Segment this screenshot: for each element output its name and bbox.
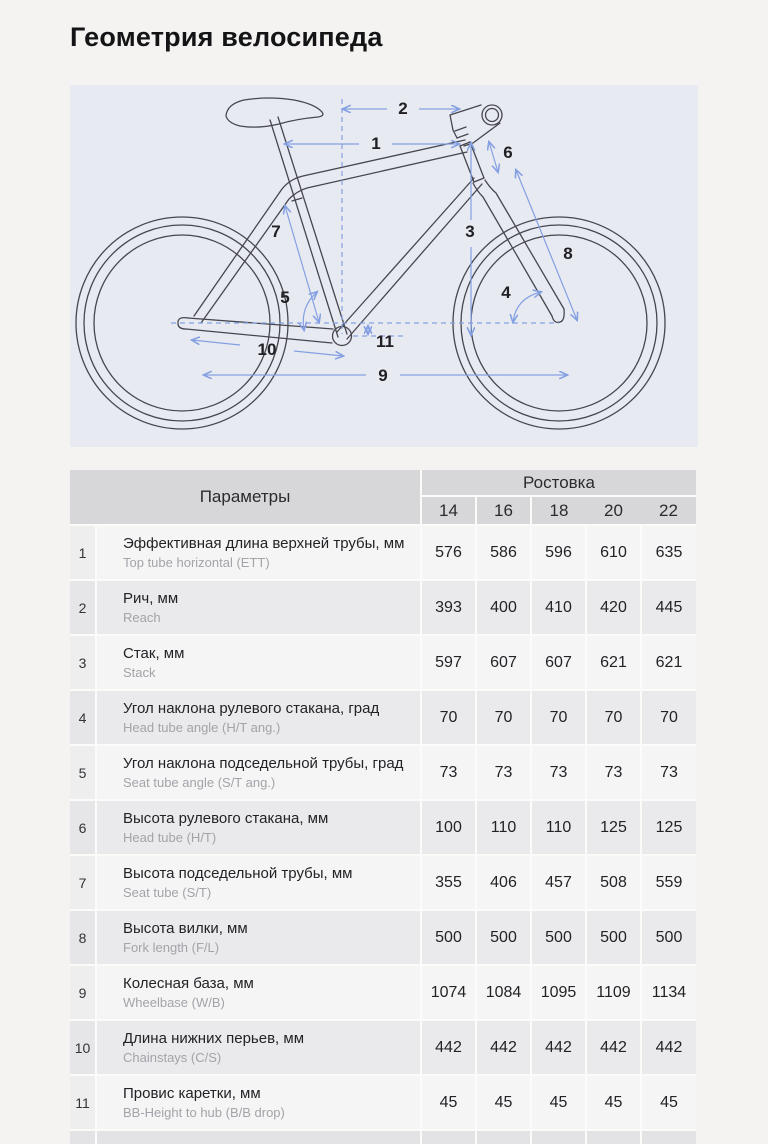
size-header-18: 18 xyxy=(531,496,586,525)
value-cell: 445 xyxy=(641,580,696,635)
table-row xyxy=(70,965,696,1020)
param-name: Эффективная длина верхней трубы, мм xyxy=(123,535,405,552)
row-number: 6 xyxy=(70,800,96,855)
param-name: Стак, мм xyxy=(123,645,185,662)
value-cell: 70 xyxy=(421,690,476,745)
row-number: 4 xyxy=(70,690,96,745)
value-cell: 45 xyxy=(531,1075,586,1130)
param-name: Высота вилки, мм xyxy=(123,920,248,937)
value-cell: 410 xyxy=(531,580,586,635)
value-cell: 73 xyxy=(641,745,696,800)
value-cell: 442 xyxy=(421,1020,476,1075)
value-cell: 621 xyxy=(586,635,641,690)
value-cell: 400 xyxy=(476,580,531,635)
value-cell: 45 xyxy=(586,1075,641,1130)
value-cell: 70 xyxy=(476,690,531,745)
value-cell: 500 xyxy=(531,910,586,965)
value-cell: 406 xyxy=(476,855,531,910)
size-header-22: 22 xyxy=(641,496,696,525)
param-subtitle: BB-Height to hub (B/B drop) xyxy=(123,1105,285,1120)
value-cell: 125 xyxy=(586,800,641,855)
dim-label-11: 11 xyxy=(376,332,394,351)
value-cell: 355 xyxy=(421,855,476,910)
params-header: Параметры xyxy=(70,470,421,525)
saddle-icon xyxy=(226,98,323,127)
value-cell: 635 xyxy=(641,525,696,580)
param-subtitle: Stack xyxy=(123,665,156,680)
param-name: Высота рулевого стакана, мм xyxy=(123,810,329,827)
row-number: 8 xyxy=(70,910,96,965)
value-cell: 1095 xyxy=(531,965,586,1020)
dim-label-10: 10 xyxy=(257,340,277,359)
bike-diagram-svg xyxy=(70,85,698,447)
table-row xyxy=(70,800,696,855)
row-number: 1 xyxy=(70,525,96,580)
param-name: Длина нижних перьев, мм xyxy=(123,1030,305,1047)
value-cell: 500 xyxy=(476,910,531,965)
value-cell: 125 xyxy=(641,800,696,855)
table-row xyxy=(70,1020,696,1075)
value-cell: 442 xyxy=(586,1020,641,1075)
value-cell: 73 xyxy=(421,745,476,800)
bike-geometry-diagram xyxy=(70,85,698,447)
param-name: Колесная база, мм xyxy=(123,975,254,992)
table-row xyxy=(70,910,696,965)
dim-label-8: 8 xyxy=(563,244,573,263)
dim-label-4: 4 xyxy=(501,283,511,302)
table-row xyxy=(70,635,696,690)
value-cell: 621 xyxy=(641,635,696,690)
dim-label-9: 9 xyxy=(378,366,388,385)
front-wheel-icon xyxy=(453,217,665,429)
value-cell: 597 xyxy=(421,635,476,690)
value-cell: 508 xyxy=(586,855,641,910)
row-number: 7 xyxy=(70,855,96,910)
dim-label-7: 7 xyxy=(271,222,281,241)
row-number: 5 xyxy=(70,745,96,800)
row-number: 11 xyxy=(70,1075,96,1130)
value-cell: 73 xyxy=(476,745,531,800)
value-cell: 110 xyxy=(531,800,586,855)
value-cell: 1084 xyxy=(476,965,531,1020)
param-name: Угол наклона рулевого стакана, град xyxy=(123,700,380,717)
dim-label-3: 3 xyxy=(465,222,475,241)
value-cell: 420 xyxy=(586,580,641,635)
value-cell: 70 xyxy=(531,690,586,745)
stem-handlebar-icon xyxy=(450,105,502,146)
value-cell: 500 xyxy=(641,910,696,965)
param-name: Угол наклона подседельной трубы, град xyxy=(123,755,404,772)
param-name: Высота подседельной трубы, мм xyxy=(123,865,353,882)
dim-label-5: 5 xyxy=(280,288,290,307)
value-cell: 1074 xyxy=(421,965,476,1020)
bike-frame-icon xyxy=(178,117,484,346)
page-title: Геометрия велосипеда xyxy=(70,22,383,52)
param-subtitle: Fork length (F/L) xyxy=(123,940,220,955)
table-row xyxy=(70,525,696,580)
param-name: Провис каретки, мм xyxy=(123,1085,261,1102)
param-subtitle: Wheelbase (W/B) xyxy=(123,995,225,1010)
size-header-14: 14 xyxy=(421,496,476,525)
row-number: 3 xyxy=(70,635,96,690)
value-cell: 70 xyxy=(641,690,696,745)
value-cell: 45 xyxy=(641,1075,696,1130)
size-group-header: Ростовка xyxy=(421,470,696,496)
value-cell: 596 xyxy=(531,525,586,580)
table-row xyxy=(70,855,696,910)
dim-label-1: 1 xyxy=(371,134,381,153)
table-row xyxy=(70,1075,696,1130)
value-cell: 100 xyxy=(421,800,476,855)
value-cell: 500 xyxy=(586,910,641,965)
param-name: Рич, мм xyxy=(123,590,179,607)
value-cell: 45 xyxy=(421,1075,476,1130)
value-cell: 500 xyxy=(421,910,476,965)
param-subtitle: Head tube (H/T) xyxy=(123,830,217,845)
fork-icon xyxy=(473,180,564,322)
value-cell: 442 xyxy=(641,1020,696,1075)
param-subtitle: Chainstays (C/S) xyxy=(123,1050,222,1065)
value-cell: 1109 xyxy=(586,965,641,1020)
value-cell: 442 xyxy=(476,1020,531,1075)
geometry-table-body xyxy=(70,525,696,1144)
row-number: 10 xyxy=(70,1020,96,1075)
geometry-table-header xyxy=(70,470,696,525)
param-subtitle: Top tube horizontal (ETT) xyxy=(123,555,270,570)
table-row xyxy=(70,580,696,635)
param-subtitle: Seat tube angle (S/T ang.) xyxy=(123,775,276,790)
value-cell: 110 xyxy=(476,800,531,855)
value-cell: 73 xyxy=(586,745,641,800)
row-number: 9 xyxy=(70,965,96,1020)
value-cell: 586 xyxy=(476,525,531,580)
value-cell: 442 xyxy=(531,1020,586,1075)
table-row xyxy=(70,745,696,800)
size-header-20: 20 xyxy=(586,496,641,525)
value-cell: 559 xyxy=(641,855,696,910)
table-row-cutoff xyxy=(70,1130,696,1144)
table-row xyxy=(70,690,696,745)
value-cell: 393 xyxy=(421,580,476,635)
value-cell: 73 xyxy=(531,745,586,800)
value-cell: 1134 xyxy=(641,965,696,1020)
value-cell: 607 xyxy=(531,635,586,690)
geometry-table xyxy=(70,470,696,1144)
param-subtitle: Reach xyxy=(123,610,161,625)
param-subtitle: Seat tube (S/T) xyxy=(123,885,212,900)
row-number: 2 xyxy=(70,580,96,635)
value-cell: 457 xyxy=(531,855,586,910)
dim-label-6: 6 xyxy=(503,143,513,162)
value-cell: 576 xyxy=(421,525,476,580)
size-header-16: 16 xyxy=(476,496,531,525)
value-cell: 607 xyxy=(476,635,531,690)
value-cell: 610 xyxy=(586,525,641,580)
dim-label-2: 2 xyxy=(398,99,408,118)
value-cell: 45 xyxy=(476,1075,531,1130)
value-cell: 70 xyxy=(586,690,641,745)
param-subtitle: Head tube angle (H/T ang.) xyxy=(123,720,281,735)
